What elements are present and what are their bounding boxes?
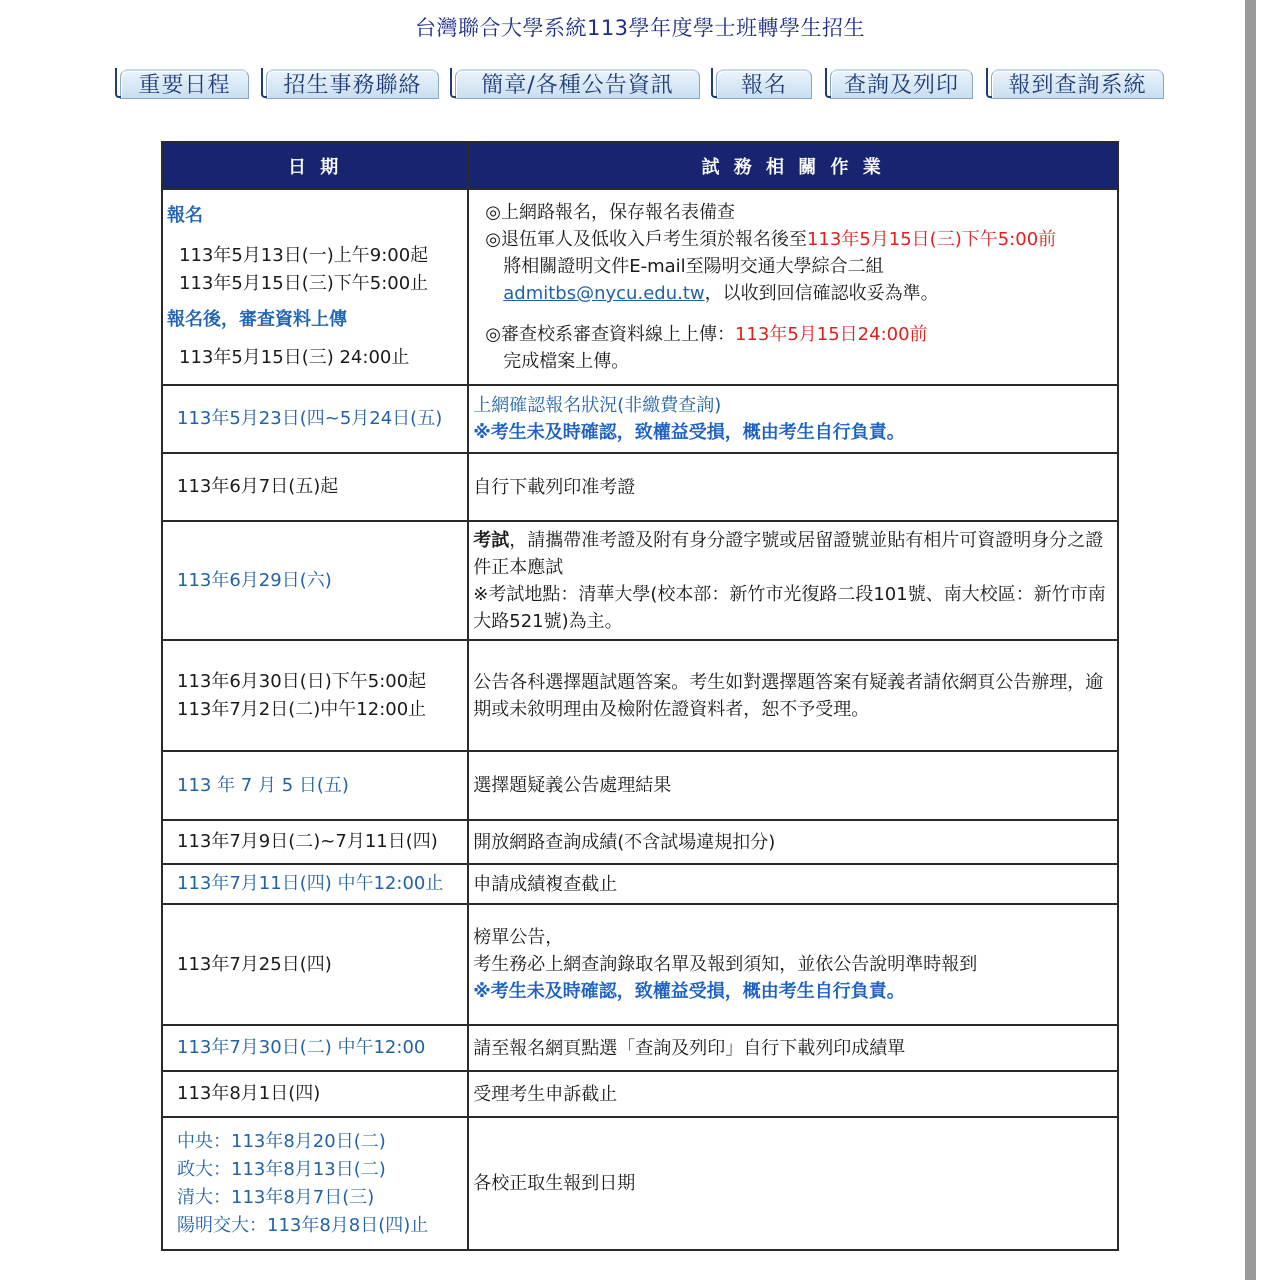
task-cell: [468, 521, 1118, 640]
scrollbar[interactable]: [1245, 0, 1256, 1280]
task-line: ※考試地點：清華大學(校本部：新竹市光復路二段101號、南大校區：新竹市南大路521號)為主。: [473, 583, 1106, 632]
task-cell: 選擇題疑義公告處理結果: [468, 751, 1118, 820]
task-cell: 申請成績複查截止: [468, 864, 1118, 904]
table-row: [162, 1071, 1118, 1117]
upload-heading: 報名後，審查資料上傳: [167, 309, 347, 330]
date-cell: [162, 189, 468, 385]
deadline-text: 113年5月15日24:00前: [734, 324, 928, 345]
table-row: [162, 864, 1118, 904]
date-text: 陽明交大：113年8月8日(四)止: [177, 1214, 429, 1236]
table-row: [162, 1025, 1118, 1071]
table-row: [162, 751, 1118, 820]
task-line: [485, 280, 1117, 307]
table-row: [162, 385, 1118, 453]
task-cell: [468, 385, 1118, 453]
signup-heading: 報名: [167, 205, 203, 226]
task-cell: 請至報名網頁點選「查詢及列印」自行下載列印成績單: [468, 1025, 1118, 1071]
email-link[interactable]: admitbs@nycu.edu.tw: [503, 283, 705, 304]
table-row: [162, 453, 1118, 521]
date-cell: 113年7月9日(二)~7月11日(四): [162, 820, 468, 864]
task-cell: 受理考生申訴截止: [468, 1071, 1118, 1117]
task-line: 將相關證明文件E-mail至陽明交通大學綜合二組: [503, 256, 884, 277]
date-cell: 113年8月1日(四): [162, 1071, 468, 1117]
header-date: 日 期: [162, 142, 468, 189]
date-text: 政大：113年8月13日(二): [177, 1158, 386, 1180]
deadline-text: 113年5月15日(三)下午5:00前: [806, 229, 1057, 250]
date-text: 中央：113年8月20日(二): [177, 1130, 386, 1152]
date-text: 113年5月13日(一)上午9:00起: [179, 245, 429, 266]
table-row: [162, 1117, 1118, 1250]
tab-registration[interactable]: 報名: [716, 69, 812, 99]
task-text: ，以收到回信確認收妥為準。: [704, 283, 939, 304]
date-text: 113年5月15日(三)下午5:00止: [179, 273, 429, 294]
tab-enrollment-query[interactable]: 報到查詢系統: [991, 69, 1164, 99]
date-cell: 113年7月30日(二) 中午12:00: [162, 1025, 468, 1071]
task-line: [485, 321, 1117, 348]
task-cell: [468, 189, 1118, 385]
table-header-row: [162, 142, 1118, 189]
task-cell: 各校正取生報到日期: [468, 1117, 1118, 1250]
tab-important-dates[interactable]: 重要日程: [120, 69, 249, 99]
date-cell: [162, 640, 468, 751]
date-cell: 113年7月11日(四) 中午12:00止: [162, 864, 468, 904]
warning-line: ※考生未及時確認，致權益受損，概由考生自行負責。: [473, 422, 905, 443]
task-cell: [468, 904, 1118, 1025]
warning-line: ※考生未及時確認，致權益受損，概由考生自行負責。: [473, 981, 905, 1002]
date-cell: 113年7月25日(四): [162, 904, 468, 1025]
table-row: [162, 521, 1118, 640]
exam-label: 考試: [473, 529, 510, 551]
task-text: ，請攜帶准考證及附有身分證字號或居留證號並貼有相片可資證明身分之證件正本應試: [473, 529, 1104, 578]
date-cell: [162, 1117, 468, 1250]
tab-admissions-contact[interactable]: 招生事務聯絡: [266, 69, 439, 99]
task-line: [485, 226, 1117, 253]
date-text: 清大：113年8月7日(三): [177, 1186, 375, 1208]
table-row: [162, 904, 1118, 1025]
table-row: [162, 189, 1118, 385]
tab-brochure-announcements[interactable]: 簡章/各種公告資訊: [455, 69, 700, 99]
date-cell: 113年5月23日(四~5月24日(五): [162, 385, 468, 453]
task-line: 榜單公告，: [473, 927, 564, 948]
tab-query-print[interactable]: 查詢及列印: [830, 69, 973, 99]
task-line: [473, 527, 1117, 581]
table-row: [162, 820, 1118, 864]
task-cell: 自行下載列印准考證: [468, 453, 1118, 521]
task-line: ◎上網路報名，保存報名表備查: [485, 202, 735, 223]
task-text: ◎退伍軍人及低收入戶考生須於報名後至: [485, 229, 807, 250]
date-cell: 113年6月29日(六): [162, 521, 468, 640]
task-line: 考生務必上網查詢錄取名單及報到須知，並依公告說明準時報到: [473, 954, 978, 975]
table-row: [162, 640, 1118, 751]
date-text: 113年5月15日(三) 24:00止: [179, 347, 410, 368]
schedule-table: [161, 141, 1119, 1251]
task-line: 完成檔案上傳。: [503, 351, 630, 372]
date-text: 113年6月30日(日)下午5:00起: [177, 670, 427, 692]
task-line: 上網確認報名狀況(非繳費查詢): [473, 395, 722, 416]
date-cell: 113 年 7 月 5 日(五): [162, 751, 468, 820]
page-title: 台灣聯合大學系統113學年度學士班轉學生招生: [414, 16, 866, 40]
header-task: 試 務 相 關 作 業: [468, 142, 1118, 189]
task-text: ◎審查校系審查資料線上上傳：: [485, 324, 735, 345]
task-cell: 公告各科選擇題試題答案。考生如對選擇題答案有疑義者請依網頁公告辦理，逾期或未敘明理由及檢附佐證資料者，恕不予受理。: [468, 640, 1118, 751]
date-text: 113年7月2日(二)中午12:00止: [177, 698, 427, 720]
date-cell: 113年6月7日(五)起: [162, 453, 468, 521]
task-cell: 開放網路查詢成績(不含試場違規扣分): [468, 820, 1118, 864]
